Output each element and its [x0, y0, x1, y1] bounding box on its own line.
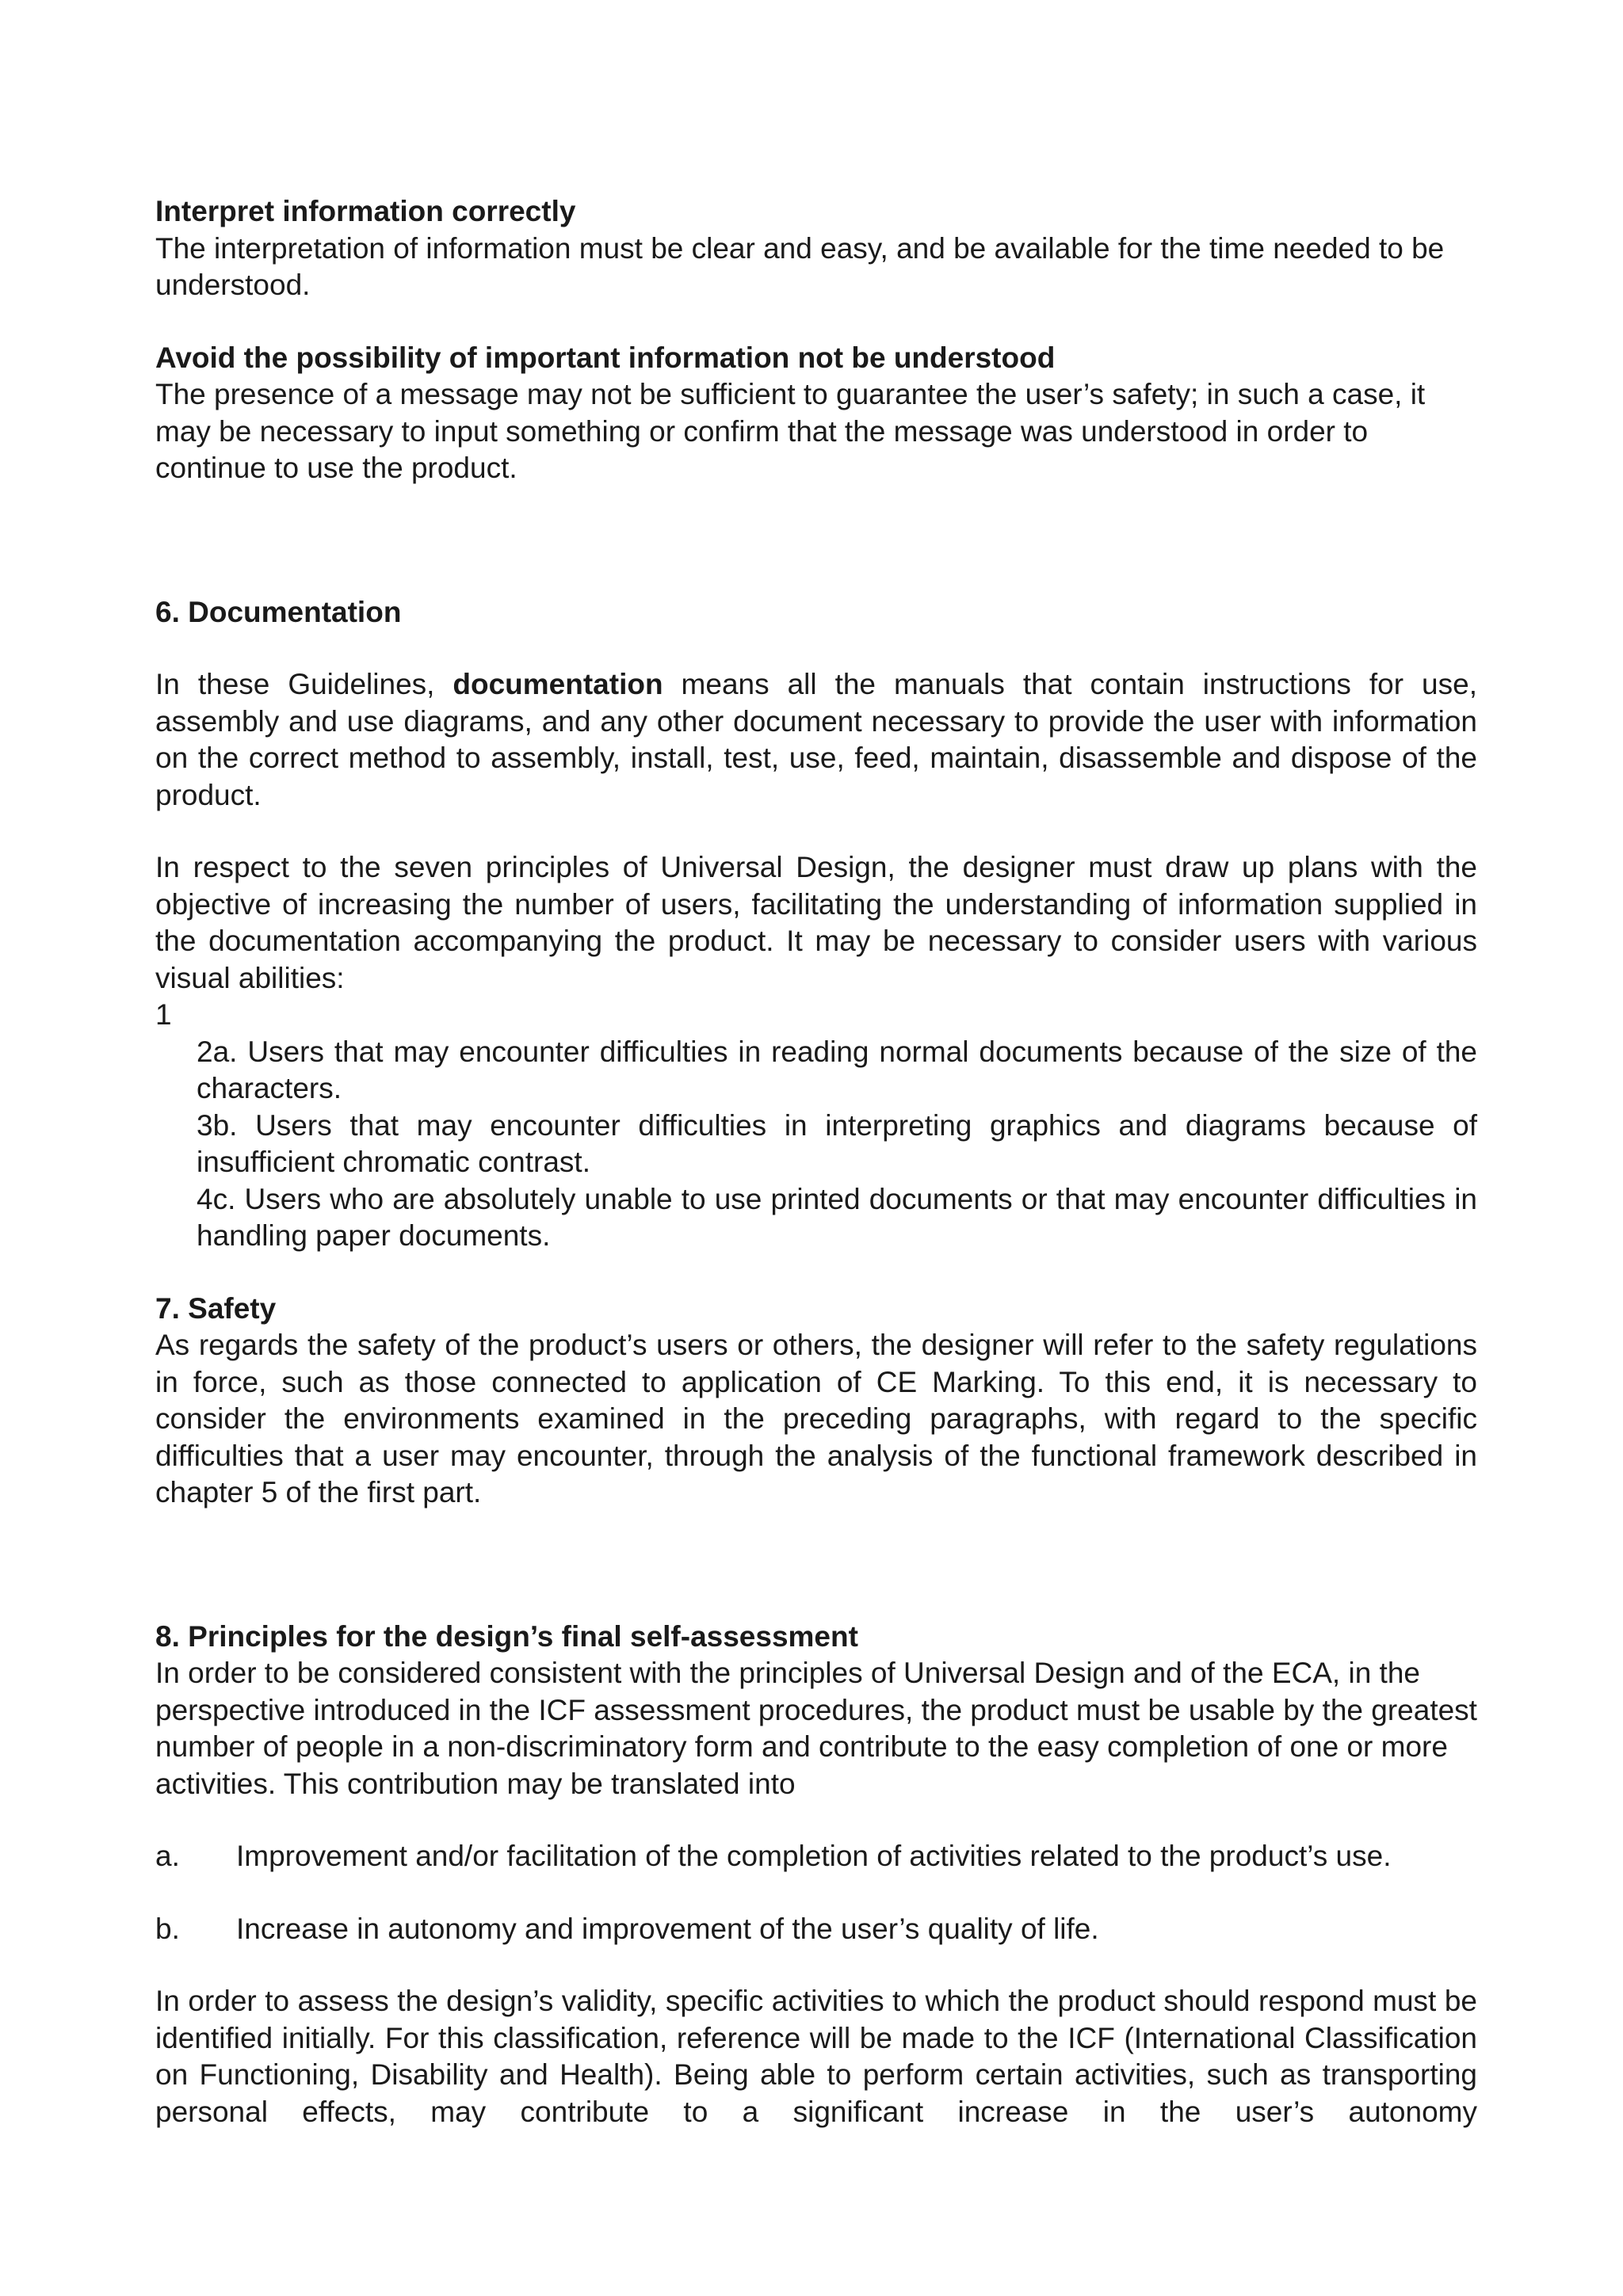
list-item: [155, 1838, 1477, 1875]
list-item-content: Users that may encounter difficulties in interpreting graphics and diagrams because of insufficient chromatic contrast.: [197, 1108, 1478, 1178]
list-item-text: Increase in autonomy and improvement of the user’s quality of life.: [236, 1912, 1099, 1945]
list-item-marker: 3b.: [197, 1108, 238, 1142]
document-page: [155, 193, 1477, 2130]
paragraph-interpret: The interpretation of information must be clear and easy, and be available for the time needed to be understood.: [155, 231, 1445, 301]
list-item: [155, 1911, 1477, 1948]
definition-term: documentation: [453, 668, 663, 700]
list-item: [197, 1034, 1477, 1108]
list-item-text: [197, 1034, 1477, 1108]
list-item-marker: b.: [155, 1912, 180, 1945]
list-item-marker: a.: [155, 1840, 180, 1872]
list-item-marker: 4c.: [197, 1182, 236, 1215]
definition-rest: means all the manuals that contain instructions for use, assembly and use diagrams, and any other document necessary to provide the user with information on the correct method to assembly, install, test, use, feed, maintain, disassemble and dispose of the product.: [155, 668, 1477, 811]
paragraph-principles: In order to be considered consistent with the principles of Universal Design and of the ECA, in the perspective introduced in the ICF assessment procedures, the product must be usable by the greatest number of people in a non-discriminatory form and contribute to the easy completion of one or more activities. This contribution may be translated into: [155, 1657, 1477, 1800]
definition-lead: In these Guidelines,: [155, 668, 453, 700]
list-item-marker: 2a.: [197, 1035, 238, 1068]
paragraph-documentation-definition: [155, 666, 1477, 814]
heading-avoid: Avoid the possibility of important information not be understood: [155, 341, 1056, 374]
heading-safety: 7. Safety: [155, 1291, 277, 1325]
paragraph-assessment: In order to assess the design’s validity, specific activities to which the product should respond must be identified initially. For this classification, reference will be made to the ICF (International Classification on Functioning, Disability and Health). Being able to perform certain activities, such as transporting personal effects, may contribute to a significant increase in the user’s autonomy: [155, 1985, 1477, 2128]
list-item-content: Users that may encounter difficulties in reading normal documents because of the size of the characters.: [197, 1035, 1478, 1104]
heading-documentation: 6. Documentation: [155, 595, 402, 628]
paragraph-documentation-principles: In respect to the seven principles of Universal Design, the designer must draw up plans with the objective of increasing the number of users, facilitating the understanding of information supplied in the documentation accompanying the product. It may be necessary to consider users with various visual abilities:: [155, 851, 1477, 994]
list-item-content: Users who are absolutely unable to use printed documents or that may encounter difficulties in handling paper documents.: [197, 1182, 1478, 1252]
list-item-text: [197, 1108, 1477, 1181]
heading-principles: 8. Principles for the design’s final self-assessment: [155, 1619, 858, 1653]
list-number: 1: [155, 998, 172, 1031]
documentation-user-list: [155, 1034, 1477, 1255]
list-item: [197, 1108, 1477, 1181]
list-item-text: [197, 1181, 1477, 1255]
list-item-text: Improvement and/or facilitation of the completion of activities related to the product’s use.: [236, 1840, 1392, 1872]
heading-interpret: Interpret information correctly: [155, 195, 576, 227]
list-item: [197, 1181, 1477, 1255]
paragraph-safety: As regards the safety of the product’s users or others, the designer will refer to the safety regulations in force, such as those connected to application of CE Marking. To this end, it is necessary to consider the environments examined in the preceding paragraphs, with regard to the specific difficulties that a user may encounter, through the analysis of the functional framework described in chapter 5 of the first part.: [155, 1329, 1477, 1508]
paragraph-avoid: The presence of a message may not be sufficient to guarantee the user’s safety; in such a case, it may be necessary to input something or confirm that the message was understood in order to continue to use the product.: [155, 378, 1426, 484]
